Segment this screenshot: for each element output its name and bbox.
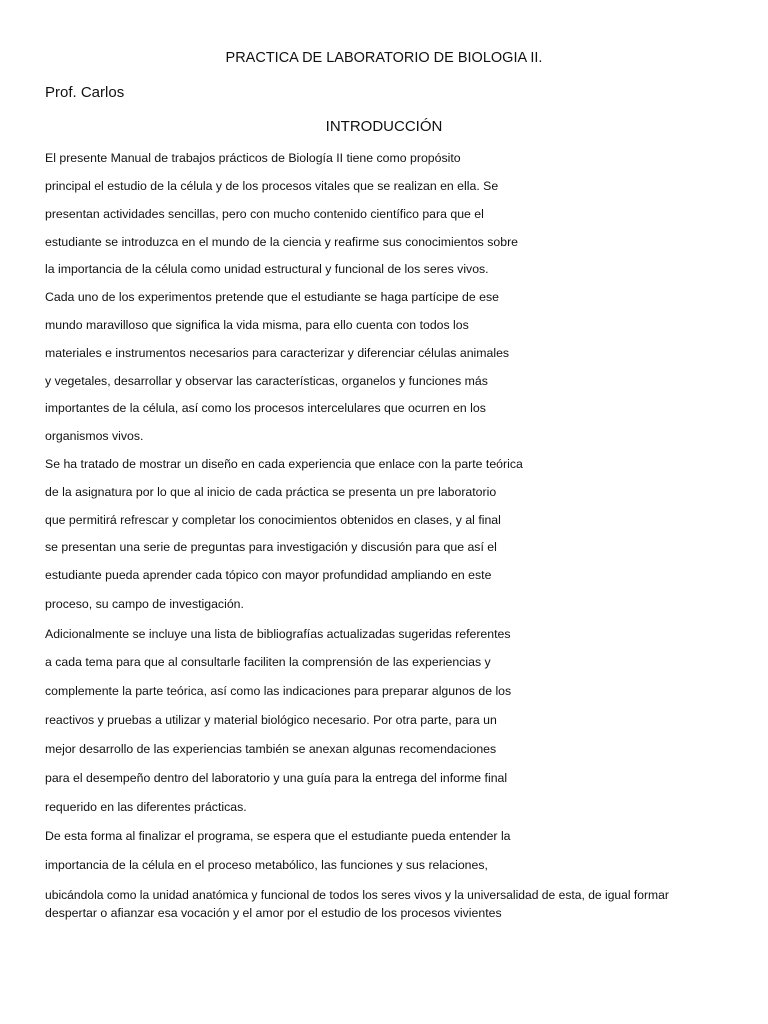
paragraph-line: estudiante pueda aprender cada tópico con mayor profundidad ampliando en este [45, 568, 492, 582]
paragraph-line: mejor desarrollo de las experiencias también se anexan algunas recomendaciones [45, 742, 497, 756]
paragraph-line: proceso, su campo de investigación. [45, 597, 244, 611]
paragraph-line: materiales e instrumentos necesarios para caracterizar y diferenciar células animales [45, 346, 510, 360]
paragraph-line: y vegetales, desarrollar y observar las características, organelos y funciones más [45, 374, 488, 388]
paragraph-line: principal el estudio de la célula y de los procesos vitales que se realizan en ella. Se [45, 179, 499, 193]
paragraph-line: Adicionalmente se incluye una lista de bibliografías actualizadas sugeridas referentes [45, 627, 511, 641]
paragraph-line: importancia de la célula en el proceso metabólico, las funciones y sus relaciones, [45, 858, 488, 872]
paragraph-line: mundo maravilloso que significa la vida misma, para ello cuenta con todos los [45, 318, 469, 332]
document-title: PRACTICA DE LABORATORIO DE BIOLOGIA II. [225, 50, 543, 66]
paragraph-line: para el desempeño dentro del laboratorio y una guía para la entrega del informe final [45, 771, 508, 785]
paragraph-line: presentan actividades sencillas, pero con mucho contenido científico para que el [45, 207, 484, 221]
paragraph-line: la importancia de la célula como unidad estructural y funcional de los seres vivos. [45, 262, 489, 276]
author-name: Prof. Carlos [45, 84, 125, 101]
paragraph-line: de la asignatura por lo que al inicio de cada práctica se presenta un pre laboratorio [45, 485, 497, 499]
paragraph-line: importantes de la célula, así como los procesos intercelulares que ocurren en los [45, 401, 486, 415]
paragraph-line: estudiante se introduzca en el mundo de la ciencia y reafirme sus conocimientos sobre [45, 235, 519, 249]
paragraph-line: requerido en las diferentes prácticas. [45, 800, 247, 814]
paragraph-line: despertar o afianzar esa vocación y el amor por el estudio de los procesos vivientes [45, 906, 502, 920]
paragraph-line: se presentan una serie de preguntas para investigación y discusión para que así el [45, 540, 497, 554]
paragraph-line: organismos vivos. [45, 429, 144, 443]
paragraph-line: que permitirá refrescar y completar los conocimientos obtenidos en clases, y al final [45, 513, 501, 527]
paragraph-line: a cada tema para que al consultarle faciliten la comprensión de las experiencias y [45, 655, 491, 669]
paragraph-line: complemente la parte teórica, así como las indicaciones para preparar algunos de los [45, 684, 512, 698]
paragraph-line: Se ha tratado de mostrar un diseño en cada experiencia que enlace con la parte teórica [45, 457, 523, 471]
paragraph-line: El presente Manual de trabajos prácticos de Biología II tiene como propósito [45, 151, 461, 165]
paragraph-line: ubicándola como la unidad anatómica y funcional de todos los seres vivos y la universalidad de esta, de igual formar [45, 888, 669, 902]
paragraph-line: reactivos y pruebas a utilizar y material biológico necesario. Por otra parte, para un [45, 713, 497, 727]
paragraph-line: De esta forma al finalizar el programa, se espera que el estudiante pueda entender la [45, 829, 511, 843]
section-heading: INTRODUCCIÓN [325, 118, 443, 135]
paragraph-line: Cada uno de los experimentos pretende que el estudiante se haga partícipe de ese [45, 290, 499, 304]
